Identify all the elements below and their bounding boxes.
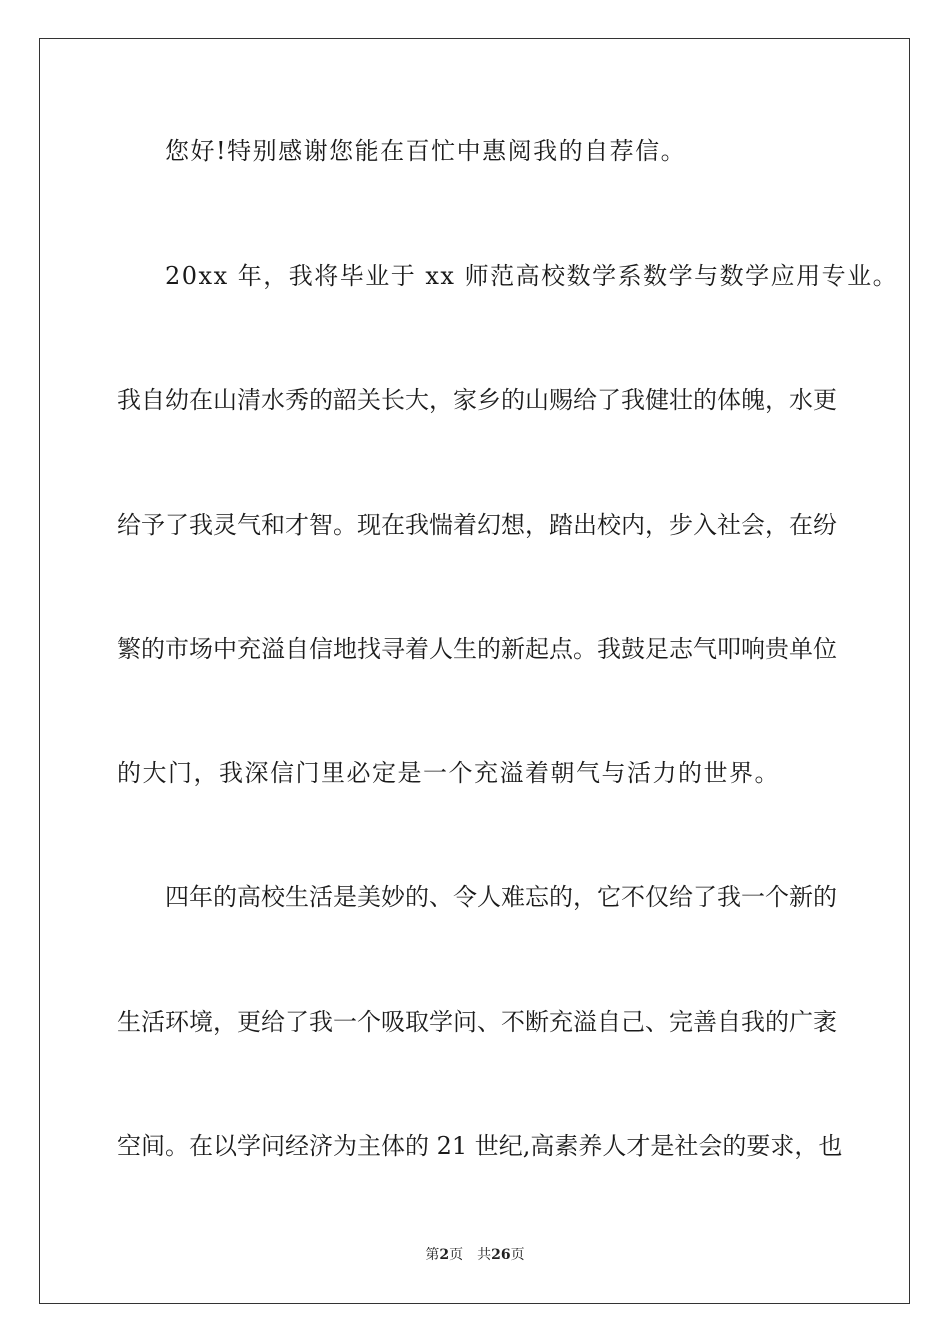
paragraph-line: 空间。在以学问经济为主体的 21 世纪,高素养人才是社会的要求，也 [117, 1132, 843, 1160]
paragraph-line: 繁的市场中充溢自信地找寻着人生的新起点。我鼓足志气叩响贵单位 [117, 635, 837, 663]
footer-page-number: 2 [439, 1247, 450, 1263]
paragraph-line: 20xx 年，我将毕业于 xx 师范高校数学系数学与数学应用专业。 [165, 262, 899, 290]
footer-total-prefix: 共 [477, 1247, 492, 1263]
page-border [39, 38, 910, 1304]
greeting-line: 您好!特别感谢您能在百忙中惠阅我的自荐信。 [165, 137, 687, 165]
paragraph-line: 的大门，我深信门里必定是一个充溢着朝气与活力的世界。 [117, 759, 780, 787]
paragraph-line: 生活环境，更给了我一个吸取学问、不断充溢自己、完善自我的广袤 [117, 1008, 837, 1036]
paragraph-line: 四年的高校生活是美妙的、令人难忘的，它不仅给了我一个新的 [165, 883, 837, 911]
page-footer [0, 1246, 950, 1264]
footer-page-prefix: 第 [425, 1247, 440, 1263]
paragraph-line: 我自幼在山清水秀的韶关长大，家乡的山赐给了我健壮的体魄，水更 [117, 386, 837, 414]
footer-total-pages: 26 [491, 1247, 511, 1263]
footer-page-suffix: 页 [449, 1247, 464, 1263]
footer-total-suffix: 页 [510, 1247, 525, 1263]
paragraph-line: 给予了我灵气和才智。现在我惴着幻想，踏出校内，步入社会，在纷 [117, 511, 837, 539]
